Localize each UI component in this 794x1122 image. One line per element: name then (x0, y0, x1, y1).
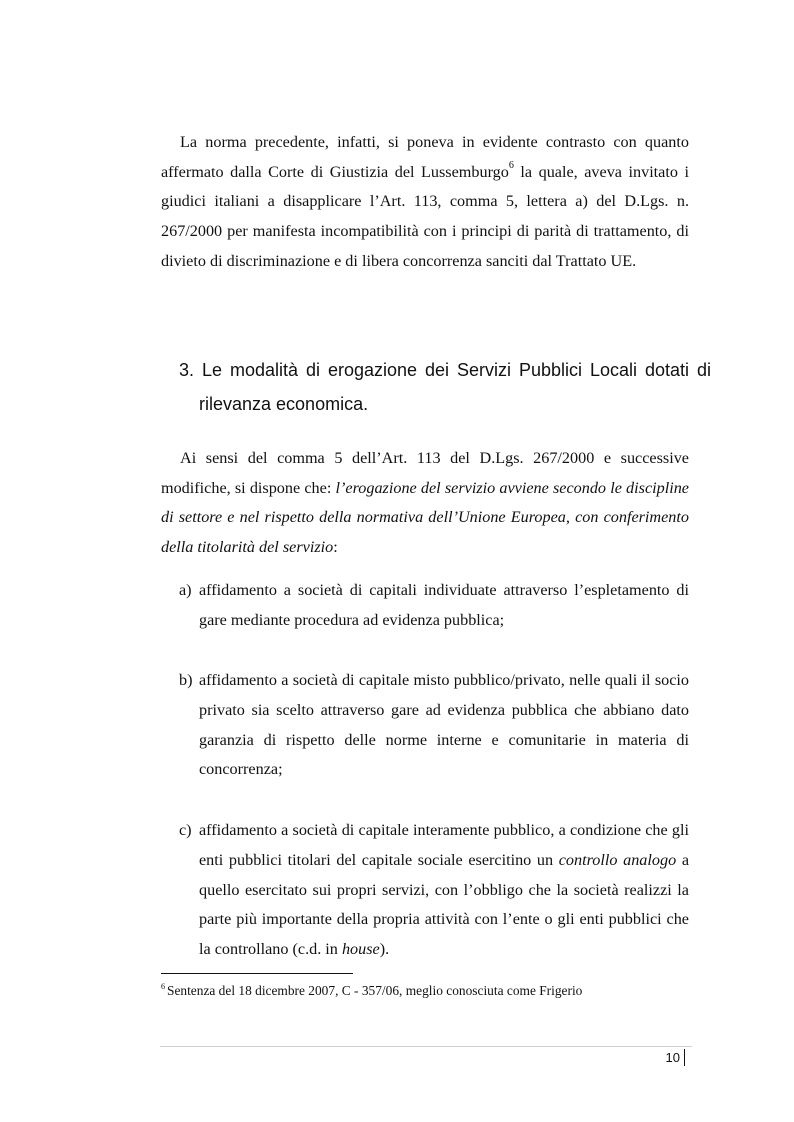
list-item (179, 576, 689, 636)
list-item-c-text-1: affidamento a società di capitale interamente pubblico, a condizione che gli enti pubblici titolari del capitale sociale esercitino un (199, 821, 689, 869)
body-text-end: : (333, 538, 338, 557)
list-item-c-text-3: ). (379, 940, 390, 959)
section-heading: 3. Le modalità di erogazione dei Servizi Pubblici Locali dotati di rilevanza economica. (179, 360, 711, 414)
list-marker-b: b) (179, 671, 193, 689)
footer-divider (160, 1046, 692, 1047)
page-number: 10 (665, 1050, 680, 1065)
list-item-c-italic-1: controllo analogo (558, 850, 677, 869)
footnote-separator (161, 973, 353, 974)
footnote-text: Sentenza del 18 dicembre 2007, C - 357/06, meglio conosciuta come Frigerio (167, 983, 583, 998)
list-item-c-italic-2: house (341, 940, 380, 959)
list-item-b-text: affidamento a società di capitale misto pubblico/privato, nelle quali il socio privato sia scelto attraverso gare ad evidenza pubblica che abbiano dato garanzia di rispetto delle norme interne e comunitarie in materia di concorrenza; (199, 671, 689, 779)
footnote-number: 6 (161, 981, 165, 991)
footnote-reference: 6 (508, 160, 514, 172)
list-item (179, 666, 689, 785)
list-item-c-text-2: a quello esercitato sui propri servizi, con l’obbligo che la società realizzi la parte più importante della propria attività con l’ente o gli enti pubblici che la controllano (c.d. in (199, 850, 690, 959)
list-item (179, 816, 689, 965)
intro-text-after-note: la quale, aveva invitato i giudici italiani a disapplicare l’Art. 113, comma 5, lettera a) del D.Lgs. n. 267/2000 per manifesta incompatibilità con i principi di parità di trattamento, di divieto di discriminazione e di libera concorrenza sanciti dal Trattato UE. (161, 162, 689, 270)
body-text-plain: Ai sensi del comma 5 dell’Art. 113 del D.Lgs. 267/2000 e successive modifiche, si dispone che: (161, 449, 689, 497)
body-text-italic: l’erogazione del servizio avviene secondo le discipline di settore e nel rispetto della normativa dell’Unione Europea, con conferimento della titolarità del servizio (161, 478, 689, 557)
list-marker-a: a) (179, 581, 192, 599)
body-paragraph (161, 444, 689, 563)
intro-text-before-note: La norma precedente, infatti, si poneva in evidente contrasto con quanto affermato dalla Corte di Giustizia del Lussemburgo (161, 133, 689, 181)
footnote (161, 982, 701, 1000)
page-number-bar (684, 1049, 685, 1066)
list-marker-c: c) (179, 821, 192, 839)
list-item-a-text: affidamento a società di capitali individuate attraverso l’espletamento di gare mediante procedura ad evidenza pubblica; (199, 581, 689, 629)
intro-paragraph (161, 128, 689, 277)
